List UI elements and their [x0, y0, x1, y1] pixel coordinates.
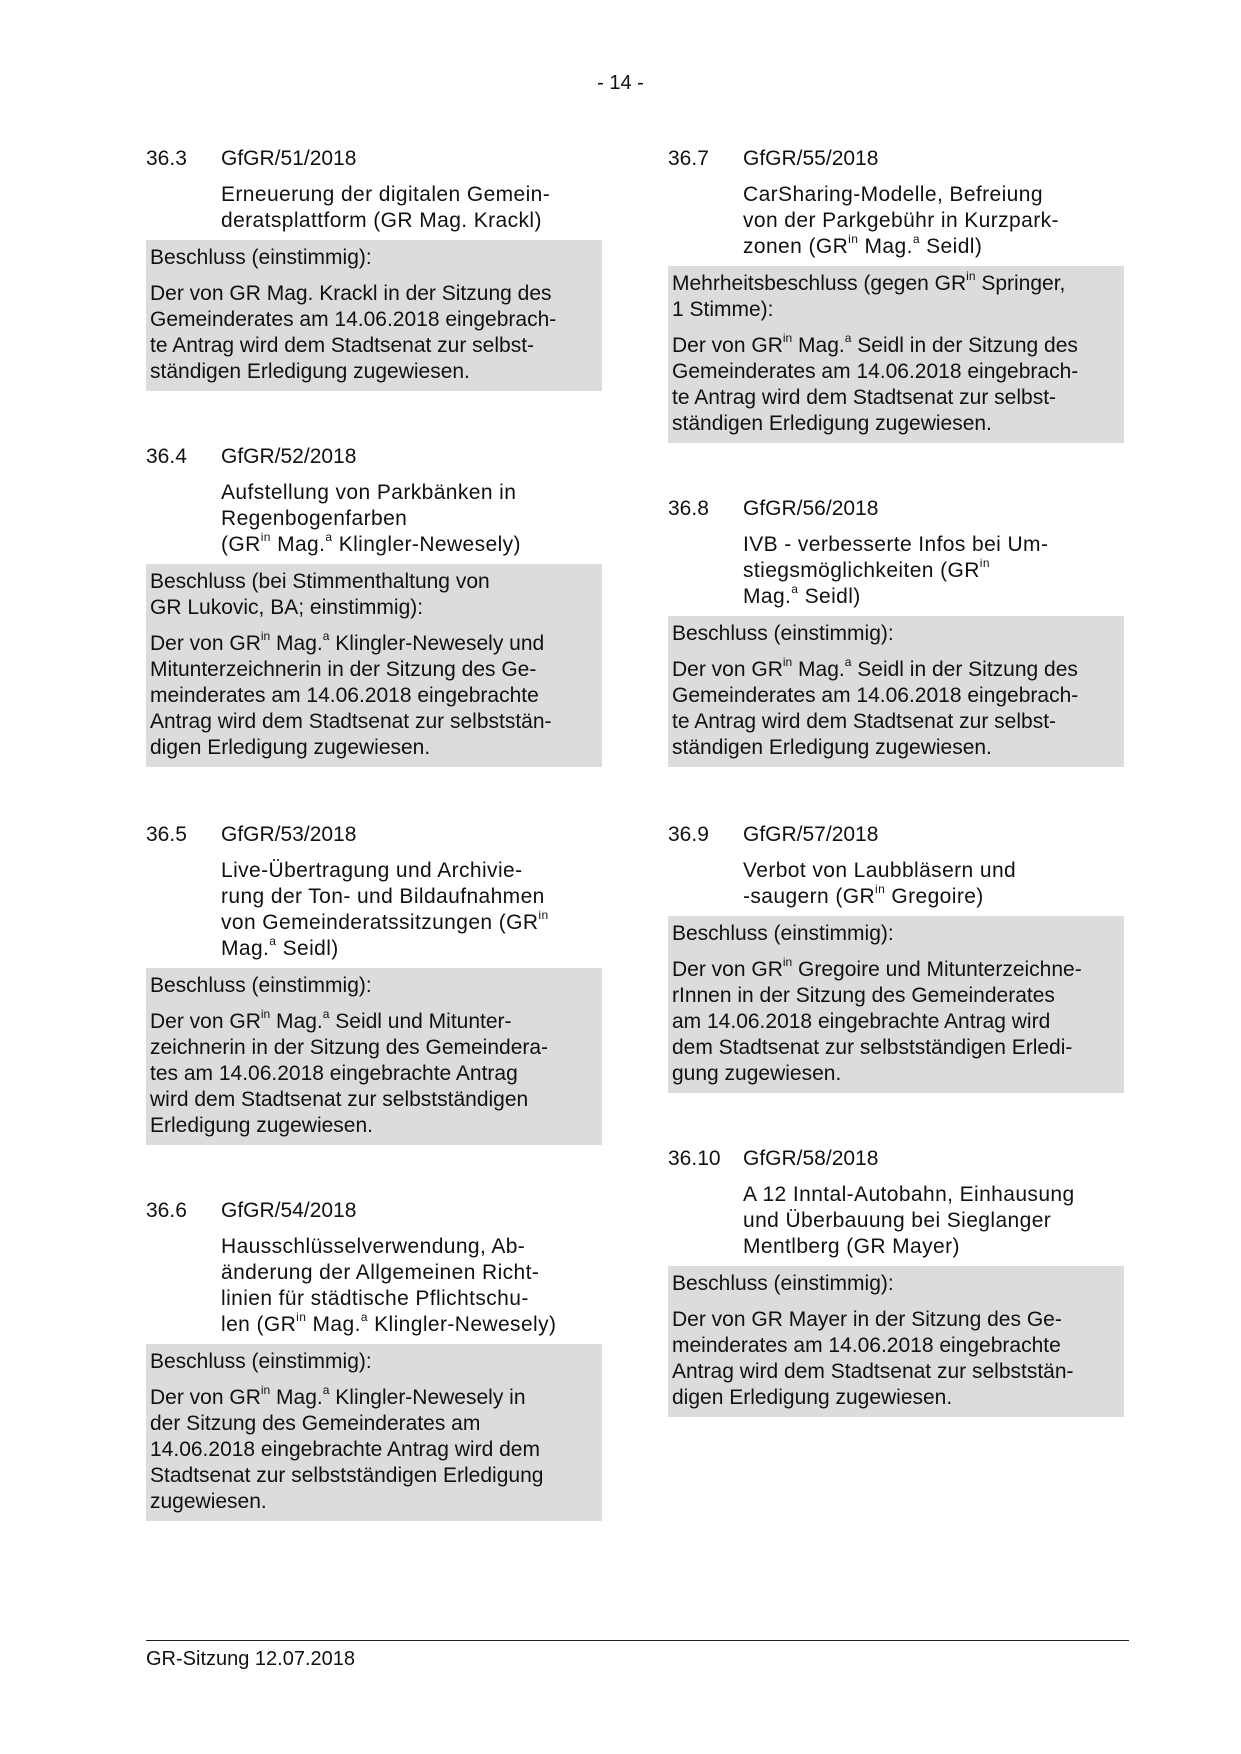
item-number: 36.7 [668, 147, 709, 170]
decision-box [146, 968, 602, 1145]
agenda-item [146, 444, 602, 767]
agenda-item [668, 1146, 1124, 1417]
item-number: 36.8 [668, 497, 709, 520]
decision-text: Der von $GR^{in}$ Gregoire und Mitunterzeichne- rInnen in der Sitzung des Gemeinderates am 14.06.2018 eingebrachte Antrag wird dem Stadtsenat zur selbstständigen Erledi- gung zugewiesen. [672, 955, 1082, 1085]
decision-label: Beschluss (einstimmig): [672, 622, 894, 645]
decision-label: Beschluss (einstimmig): [672, 1272, 894, 1295]
decision-text: Der von GR Mag. Krackl in der Sitzung des Gemeinderates am 14.06.2018 eingebrach- te Antrag wird dem Stadtsenat zur selbst- ständigen Erledigung zugewiesen. [150, 282, 557, 383]
item-title: Aufstellung von Parkbänken in Regenbogenfarben ($GR^{in}$ Mag.$^a$ Klingler-Newesely) [221, 481, 521, 556]
decision-text: Der von $GR^{in}$ Mag.$^a$ Seidl in der Sitzung des Gemeinderates am 14.06.2018 eingebrach- te Antrag wird dem Stadtsenat zur selbst- ständigen Erledigung zugewiesen. [672, 331, 1079, 435]
item-title: Verbot von Laubbläsern und -saugern ($GR^{in}$ Gregoire) [743, 859, 1017, 908]
decision-text: Der von $GR^{in}$ Mag.$^a$ Seidl in der Sitzung des Gemeinderates am 14.06.2018 eingebrach- te Antrag wird dem Stadtsenat zur selbst- ständigen Erledigung zugewiesen. [672, 655, 1079, 759]
item-number: 36.5 [146, 823, 187, 846]
agenda-item [146, 822, 602, 1145]
item-number: 36.4 [146, 445, 187, 468]
item-code: GfGR/53/2018 [221, 823, 357, 846]
item-code: GfGR/52/2018 [221, 445, 357, 468]
agenda-item [668, 496, 1124, 767]
decision-label: Beschluss (einstimmig): [672, 922, 894, 945]
decision-box [668, 1266, 1124, 1417]
agenda-item [146, 1198, 602, 1521]
decision-text: Der von $GR^{in}$ Mag.$^a$ Klingler-Newesely in der Sitzung des Gemeinderates am 14.06.2018 eingebrachte Antrag wird dem Stadtsenat zur selbstständigen Erledigung zugewiesen. [150, 1383, 544, 1513]
decision-label: Mehrheitsbeschluss (gegen $GR^{in}$ Springer, 1 Stimme): [672, 269, 1066, 321]
decision-box [146, 1344, 602, 1521]
decision-box [146, 240, 602, 391]
footer-text: GR-Sitzung 12.07.2018 [146, 1648, 356, 1670]
agenda-item [668, 822, 1124, 1093]
footer-divider [146, 1640, 1129, 1641]
decision-box [668, 616, 1124, 767]
agenda-item [668, 146, 1124, 443]
item-number: 36.9 [668, 823, 709, 846]
decision-text: Der von GR Mayer in der Sitzung des Ge- meinderates am 14.06.2018 eingebrachte Antrag wird dem Stadtsenat zur selbststän- digen Erledigung zugewiesen. [672, 1308, 1074, 1409]
item-title: CarSharing-Modelle, Befreiung von der Parkgebühr in Kurzpark- zonen ($GR^{in}$ Mag.$^a$ Seidl) [743, 183, 1059, 258]
item-code: GfGR/55/2018 [743, 147, 879, 170]
item-title: Hausschlüsselverwendung, Ab- änderung der Allgemeinen Richt- linien für städtische Pflichtschu- len ($GR^{in}$ Mag.$^a$ Klingler-Newesely) [221, 1235, 557, 1336]
item-title: Live-Übertragung und Archivie- rung der Ton- und Bildaufnahmen von Gemeinderatssitzungen ($GR^{in}$ Mag.$^a$ Seidl) [221, 859, 549, 960]
item-number: 36.6 [146, 1199, 187, 1222]
decision-box [668, 266, 1124, 443]
item-code: GfGR/57/2018 [743, 823, 879, 846]
item-code: GfGR/54/2018 [221, 1199, 357, 1222]
item-number: 36.3 [146, 147, 187, 170]
decision-box [146, 564, 602, 767]
decision-label: Beschluss (einstimmig): [150, 974, 372, 997]
item-title: Erneuerung der digitalen Gemein- deratsplattform (GR Mag. Krackl) [221, 183, 551, 232]
decision-text: Der von $GR^{in}$ Mag.$^a$ Klingler-Newesely und Mitunterzeichnerin in der Sitzung des Ge- meinderates am 14.06.2018 eingebrachte Antrag wird dem Stadtsenat zur selbststän- digen Erledigung zugewiesen. [150, 629, 552, 759]
decision-label: Beschluss (bei Stimmenthaltung von GR Lukovic, BA; einstimmig): [150, 570, 490, 619]
decision-text: Der von $GR^{in}$ Mag.$^a$ Seidl und Mitunter- zeichnerin in der Sitzung des Gemeindera- tes am 14.06.2018 eingebrachte Antrag wird dem Stadtsenat zur selbstständigen Erledigung zugewiesen. [150, 1007, 549, 1137]
decision-box [668, 916, 1124, 1093]
item-code: GfGR/51/2018 [221, 147, 357, 170]
decision-label: Beschluss (einstimmig): [150, 1350, 372, 1373]
decision-label: Beschluss (einstimmig): [150, 246, 372, 269]
page-number: - 14 - [597, 72, 644, 94]
item-title: A 12 Inntal-Autobahn, Einhausung und Überbauung bei Sieglanger Mentlberg (GR Mayer) [743, 1183, 1075, 1258]
item-number: 36.10 [668, 1147, 721, 1170]
item-title: IVB - verbesserte Infos bei Um- stiegsmöglichkeiten ($GR^{in}$ Mag.$^a$ Seidl) [743, 533, 1049, 608]
agenda-item [146, 146, 602, 391]
item-code: GfGR/56/2018 [743, 497, 879, 520]
item-code: GfGR/58/2018 [743, 1147, 879, 1170]
